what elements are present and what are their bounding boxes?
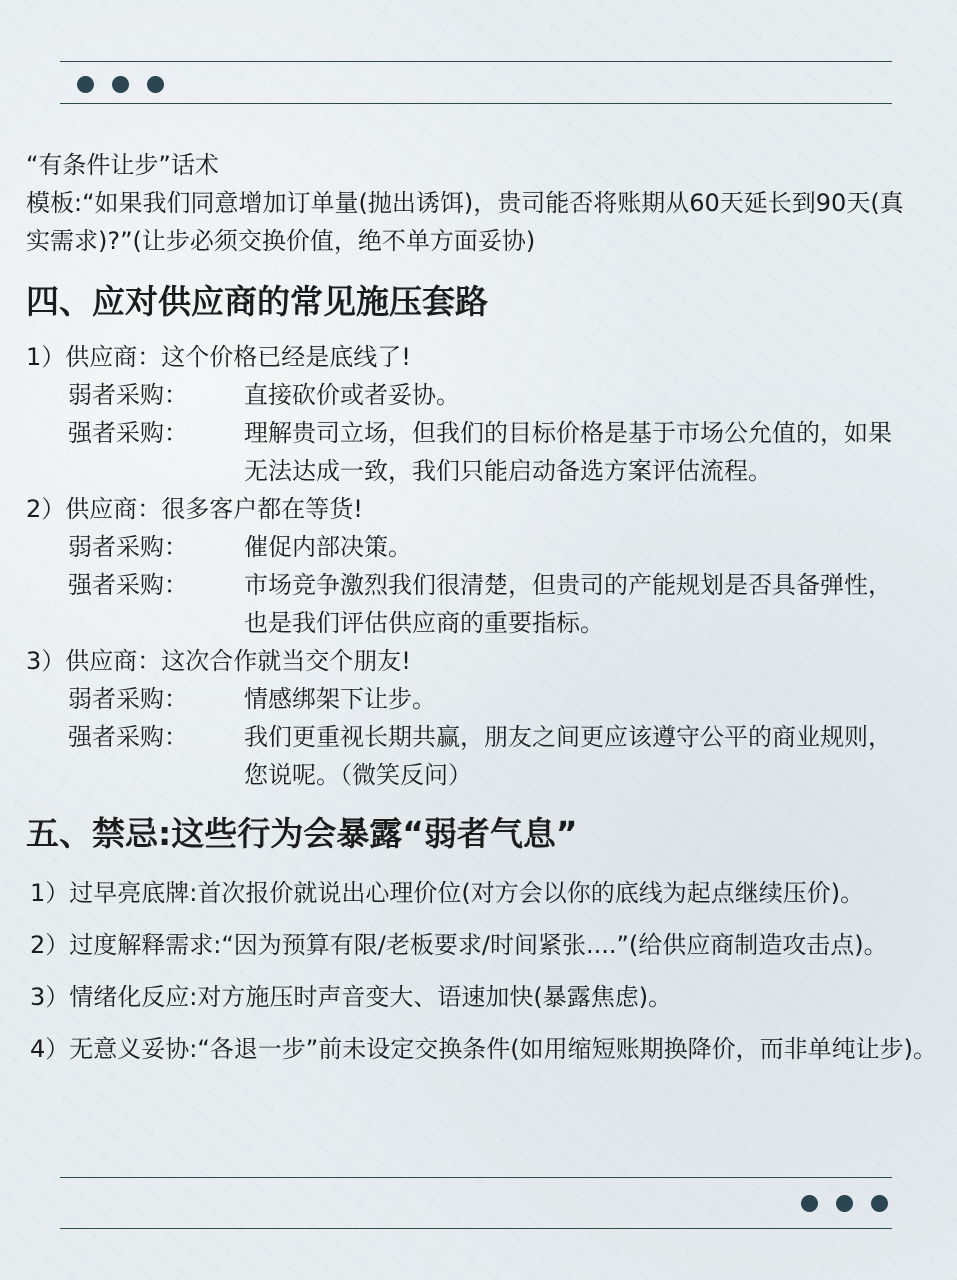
section5-heading: 五、禁忌:这些行为会暴露“弱者气息” [26,814,578,853]
strong-row [26,414,944,490]
weak-row [26,680,944,718]
weak-text: 情感绑架下让步。 [244,685,436,713]
top-rule-lower [60,103,892,104]
strong-label: 强者采购： [68,571,188,599]
weak-label: 弱者采购： [68,533,188,561]
top-dots [77,76,164,93]
bottom-rule-upper [60,1177,892,1178]
dot [112,76,129,93]
taboo-item: 3）情绪化反应:对方施压时声音变大、语速加快(暴露焦虑)。 [30,983,673,1011]
bottom-dots [801,1195,888,1212]
strong-label: 强者采购： [68,419,188,447]
dot [871,1195,888,1212]
item-head: 1）供应商：这个价格已经是底线了! [26,343,411,371]
strong-row [26,566,944,642]
weak-text: 催促内部决策。 [244,533,412,561]
taboo-item: 1）过早亮底牌:首次报价就说出心理价位(对方会以你的底线为起点继续压价)。 [30,879,865,907]
strong-row [26,718,944,794]
pressure-item [26,338,944,490]
intro-template: 模板:“如果我们同意增加订单量(抛出诱饵)，贵司能否将账期从60天延长到90天(真实需求)?”(让步必须交换价值，绝不单方面妥协) [26,189,904,255]
pressure-item [26,490,944,642]
strong-text: 市场竞争激烈我们很清楚，但贵司的产能规划是否具备弹性，也是我们评估供应商的重要指标。 [244,571,892,637]
bottom-rule-lower [60,1228,892,1229]
taboo-item: 2）过度解释需求:“因为预算有限/老板要求/时间紧张....”(给供应商制造攻击点)。 [30,931,888,959]
dot [801,1195,818,1212]
intro-title: “有条件让步”话术 [26,151,219,179]
weak-text: 直接砍价或者妥协。 [244,381,460,409]
pressure-item [26,642,944,794]
dot [77,76,94,93]
article [26,146,944,1082]
weak-row [26,528,944,566]
dot [147,76,164,93]
item-head: 2）供应商：很多客户都在等货! [26,495,363,523]
weak-label: 弱者采购： [68,381,188,409]
dot [836,1195,853,1212]
weak-label: 弱者采购： [68,685,188,713]
item-head: 3）供应商：这次合作就当交个朋友! [26,647,411,675]
taboo-item: 4）无意义妥协:“各退一步”前未设定交换条件(如用缩短账期换降价，而非单纯让步)。 [30,1035,937,1063]
section4-heading: 四、应对供应商的常见施压套路 [26,282,488,321]
strong-text: 理解贵司立场，但我们的目标价格是基于市场公允值的，如果无法达成一致，我们只能启动备选方案评估流程。 [244,419,892,485]
strong-label: 强者采购： [68,723,188,751]
top-rule-upper [60,61,892,62]
strong-text: 我们更重视长期共赢，朋友之间更应该遵守公平的商业规则，您说呢。（微笑反问） [244,723,892,789]
weak-row [26,376,944,414]
